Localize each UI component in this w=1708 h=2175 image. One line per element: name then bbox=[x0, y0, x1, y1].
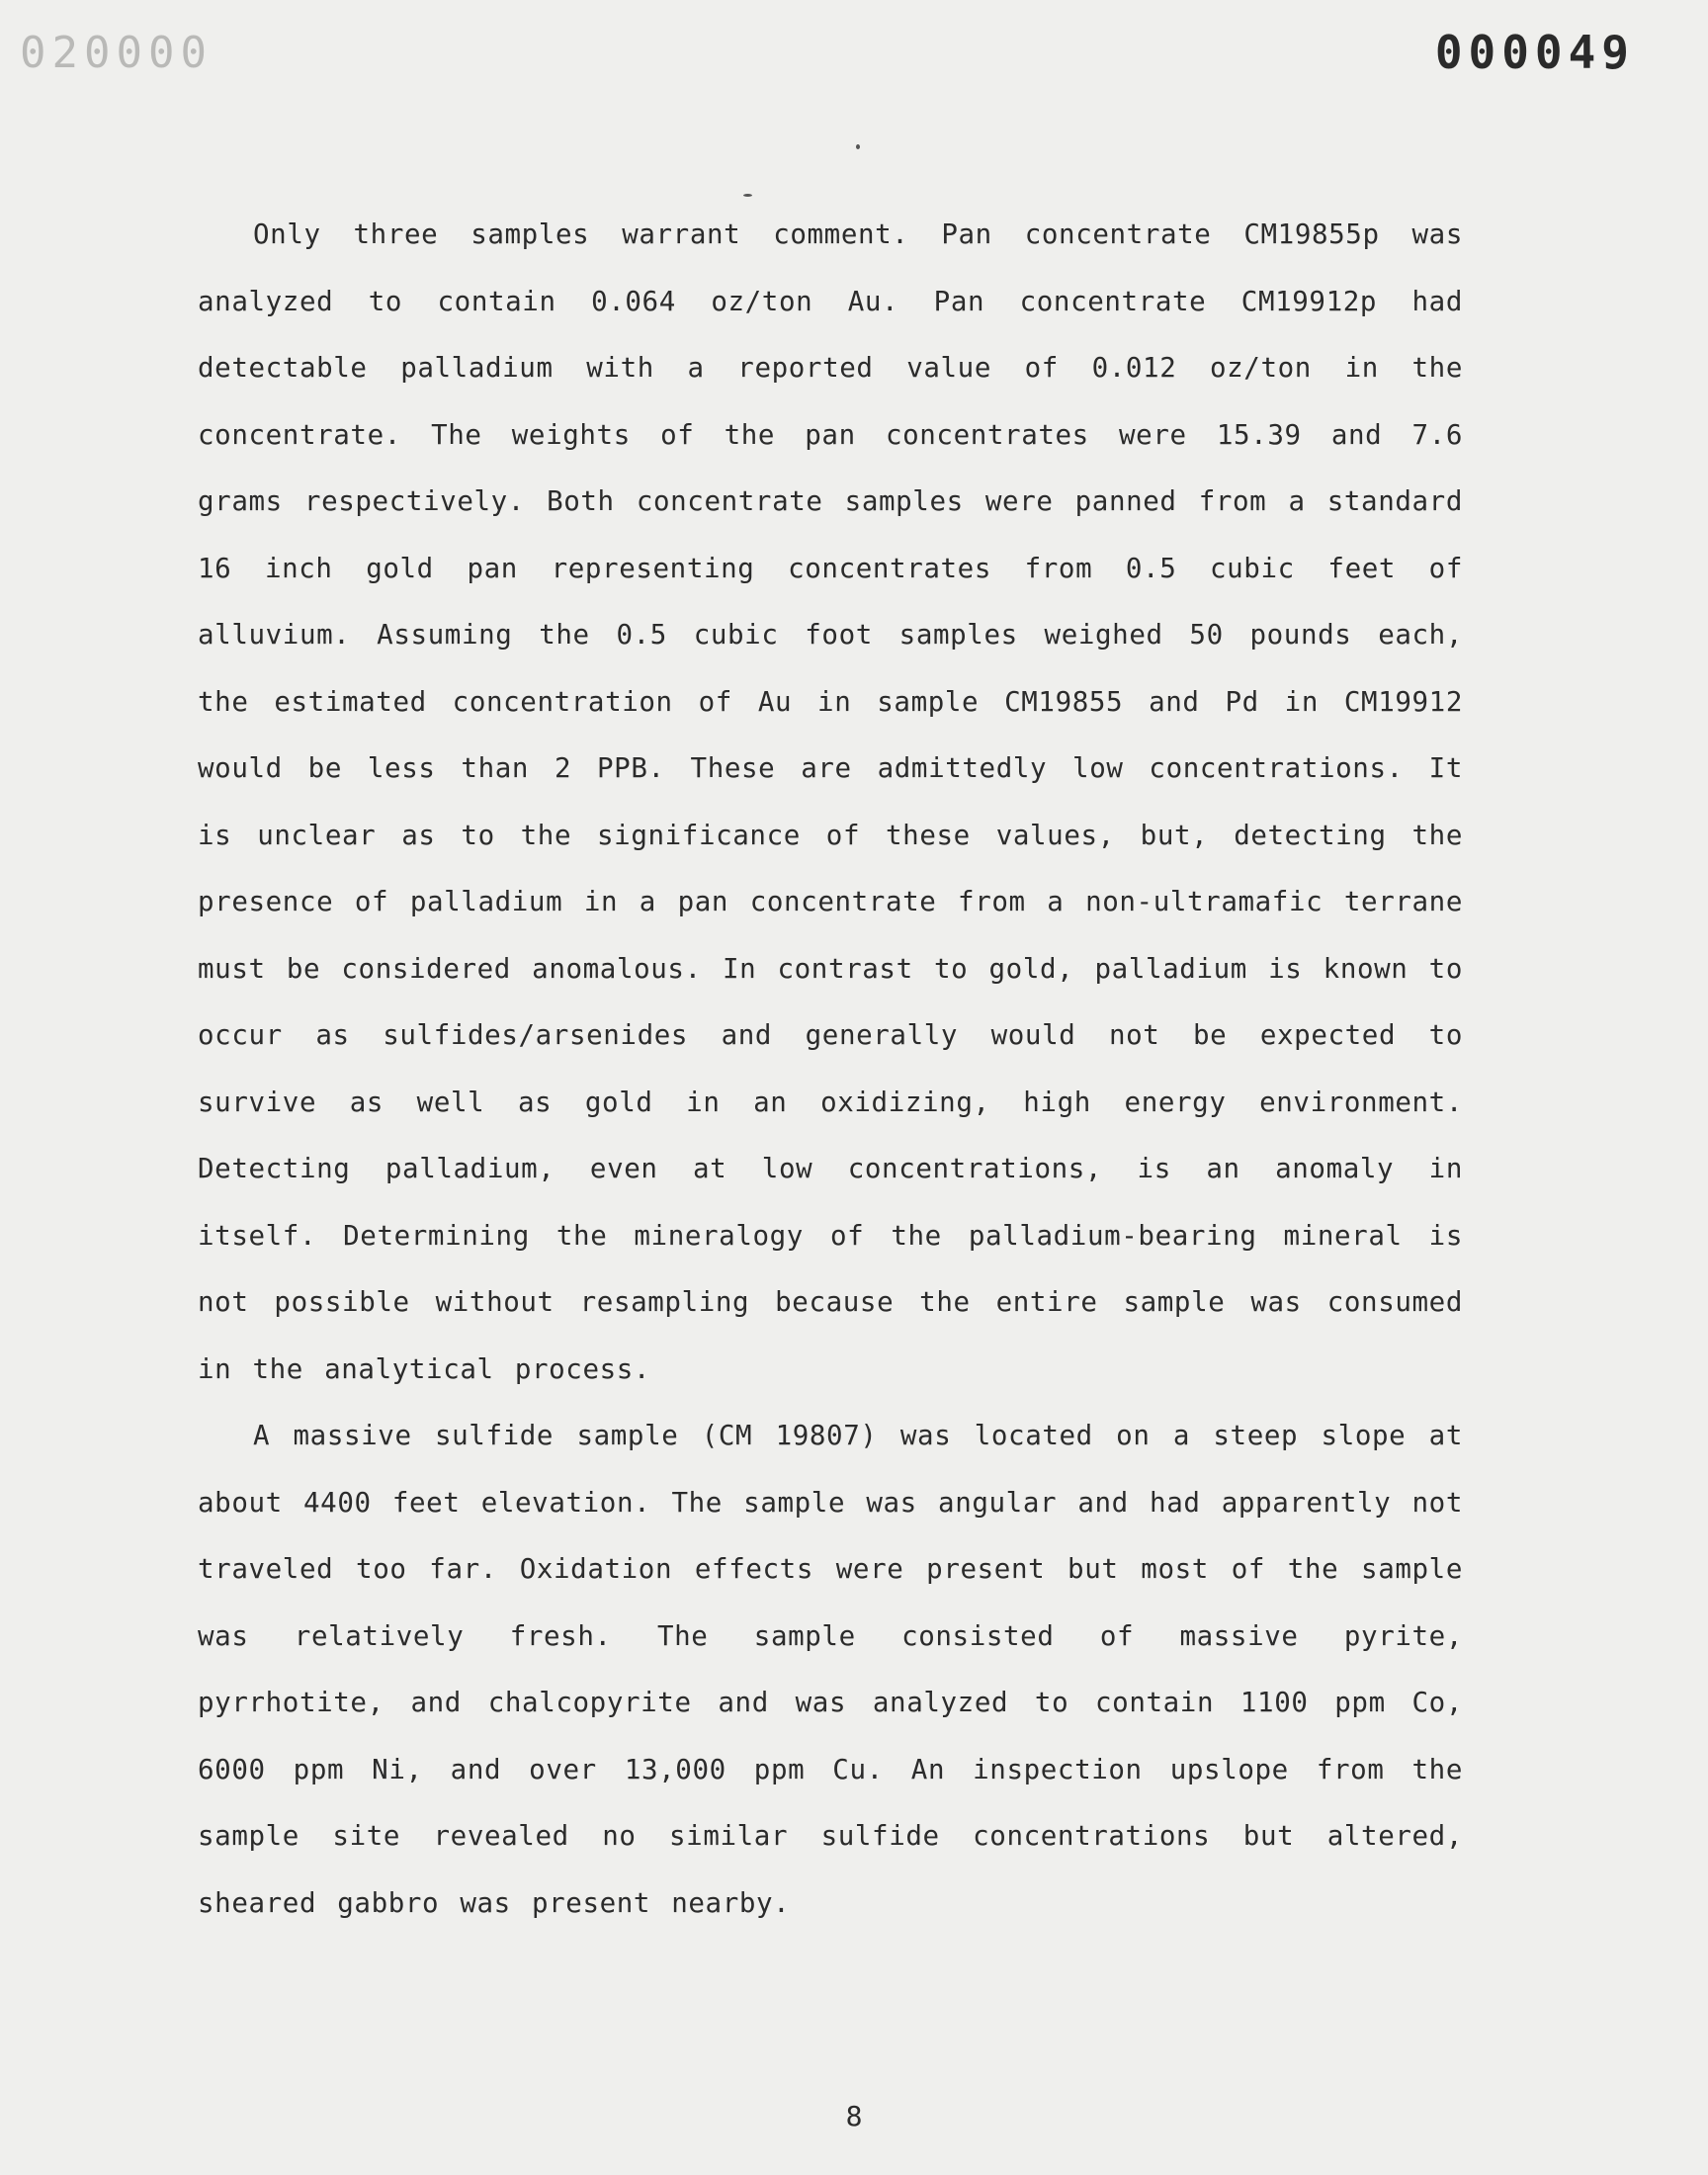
paragraph-massive-sulfide: A massive sulfide sample (CM 19807) was located on a steep slope at about 4400 feet elevation. The sample was angular and had apparently not traveled too far. Oxidation effects were present but most of the sample was relatively fresh. The sample consisted of massive pyrite, pyrrhotite, and chalcopyrite and was analyzed to contain 1100 ppm Co, 6000 ppm Ni, and over 13,000 ppm Cu. An inspection upslope from the sample site revealed no similar sulfide concentrations but altered, sheared gabbro was present nearby. bbox=[198, 1420, 1463, 1919]
scan-speck bbox=[856, 144, 860, 149]
page-number: 8 bbox=[845, 2100, 863, 2132]
paragraph-sample-comments: Only three samples warrant comment. Pan concentrate CM19855p was analyzed to contain 0.064 oz/ton Au. Pan concentrate CM19912p had detectable palladium with a reported value of 0.012 oz/ton in the concentrate. The weights of the pan concentrates were 15.39 and 7.6 grams respectively. Both concentrate samples were panned from a standard 16 inch gold pan representing concentrates from 0.5 cubic feet of alluvium. Assuming the 0.5 cubic foot samples weighed 50 pounds each, the estimated concentration of Au in sample CM19855 and Pd in CM19912 would be less than 2 PPB. These are admittedly low concentrations. It is unclear as to the significance of these values, but, detecting the presence of palladium in a pan concentrate from a non-ultramafic terrane must be considered anomalous. In contrast to gold, palladium is known to occur as sulfides/arsenides and generally would not be expected to survive as well as gold in an oxidizing, high energy environment. Detecting palladium, even at low concentrations, is an anomaly in itself. Determining the mineralogy of the palladium-bearing mineral is not possible without resampling because the entire sample was consumed in the analytical process. bbox=[198, 218, 1463, 1385]
document-stamp-faded: 020000 bbox=[20, 28, 213, 78]
body-text bbox=[198, 202, 1463, 1937]
scan-speck bbox=[743, 194, 752, 197]
document-stamp-number: 000049 bbox=[1434, 26, 1635, 79]
